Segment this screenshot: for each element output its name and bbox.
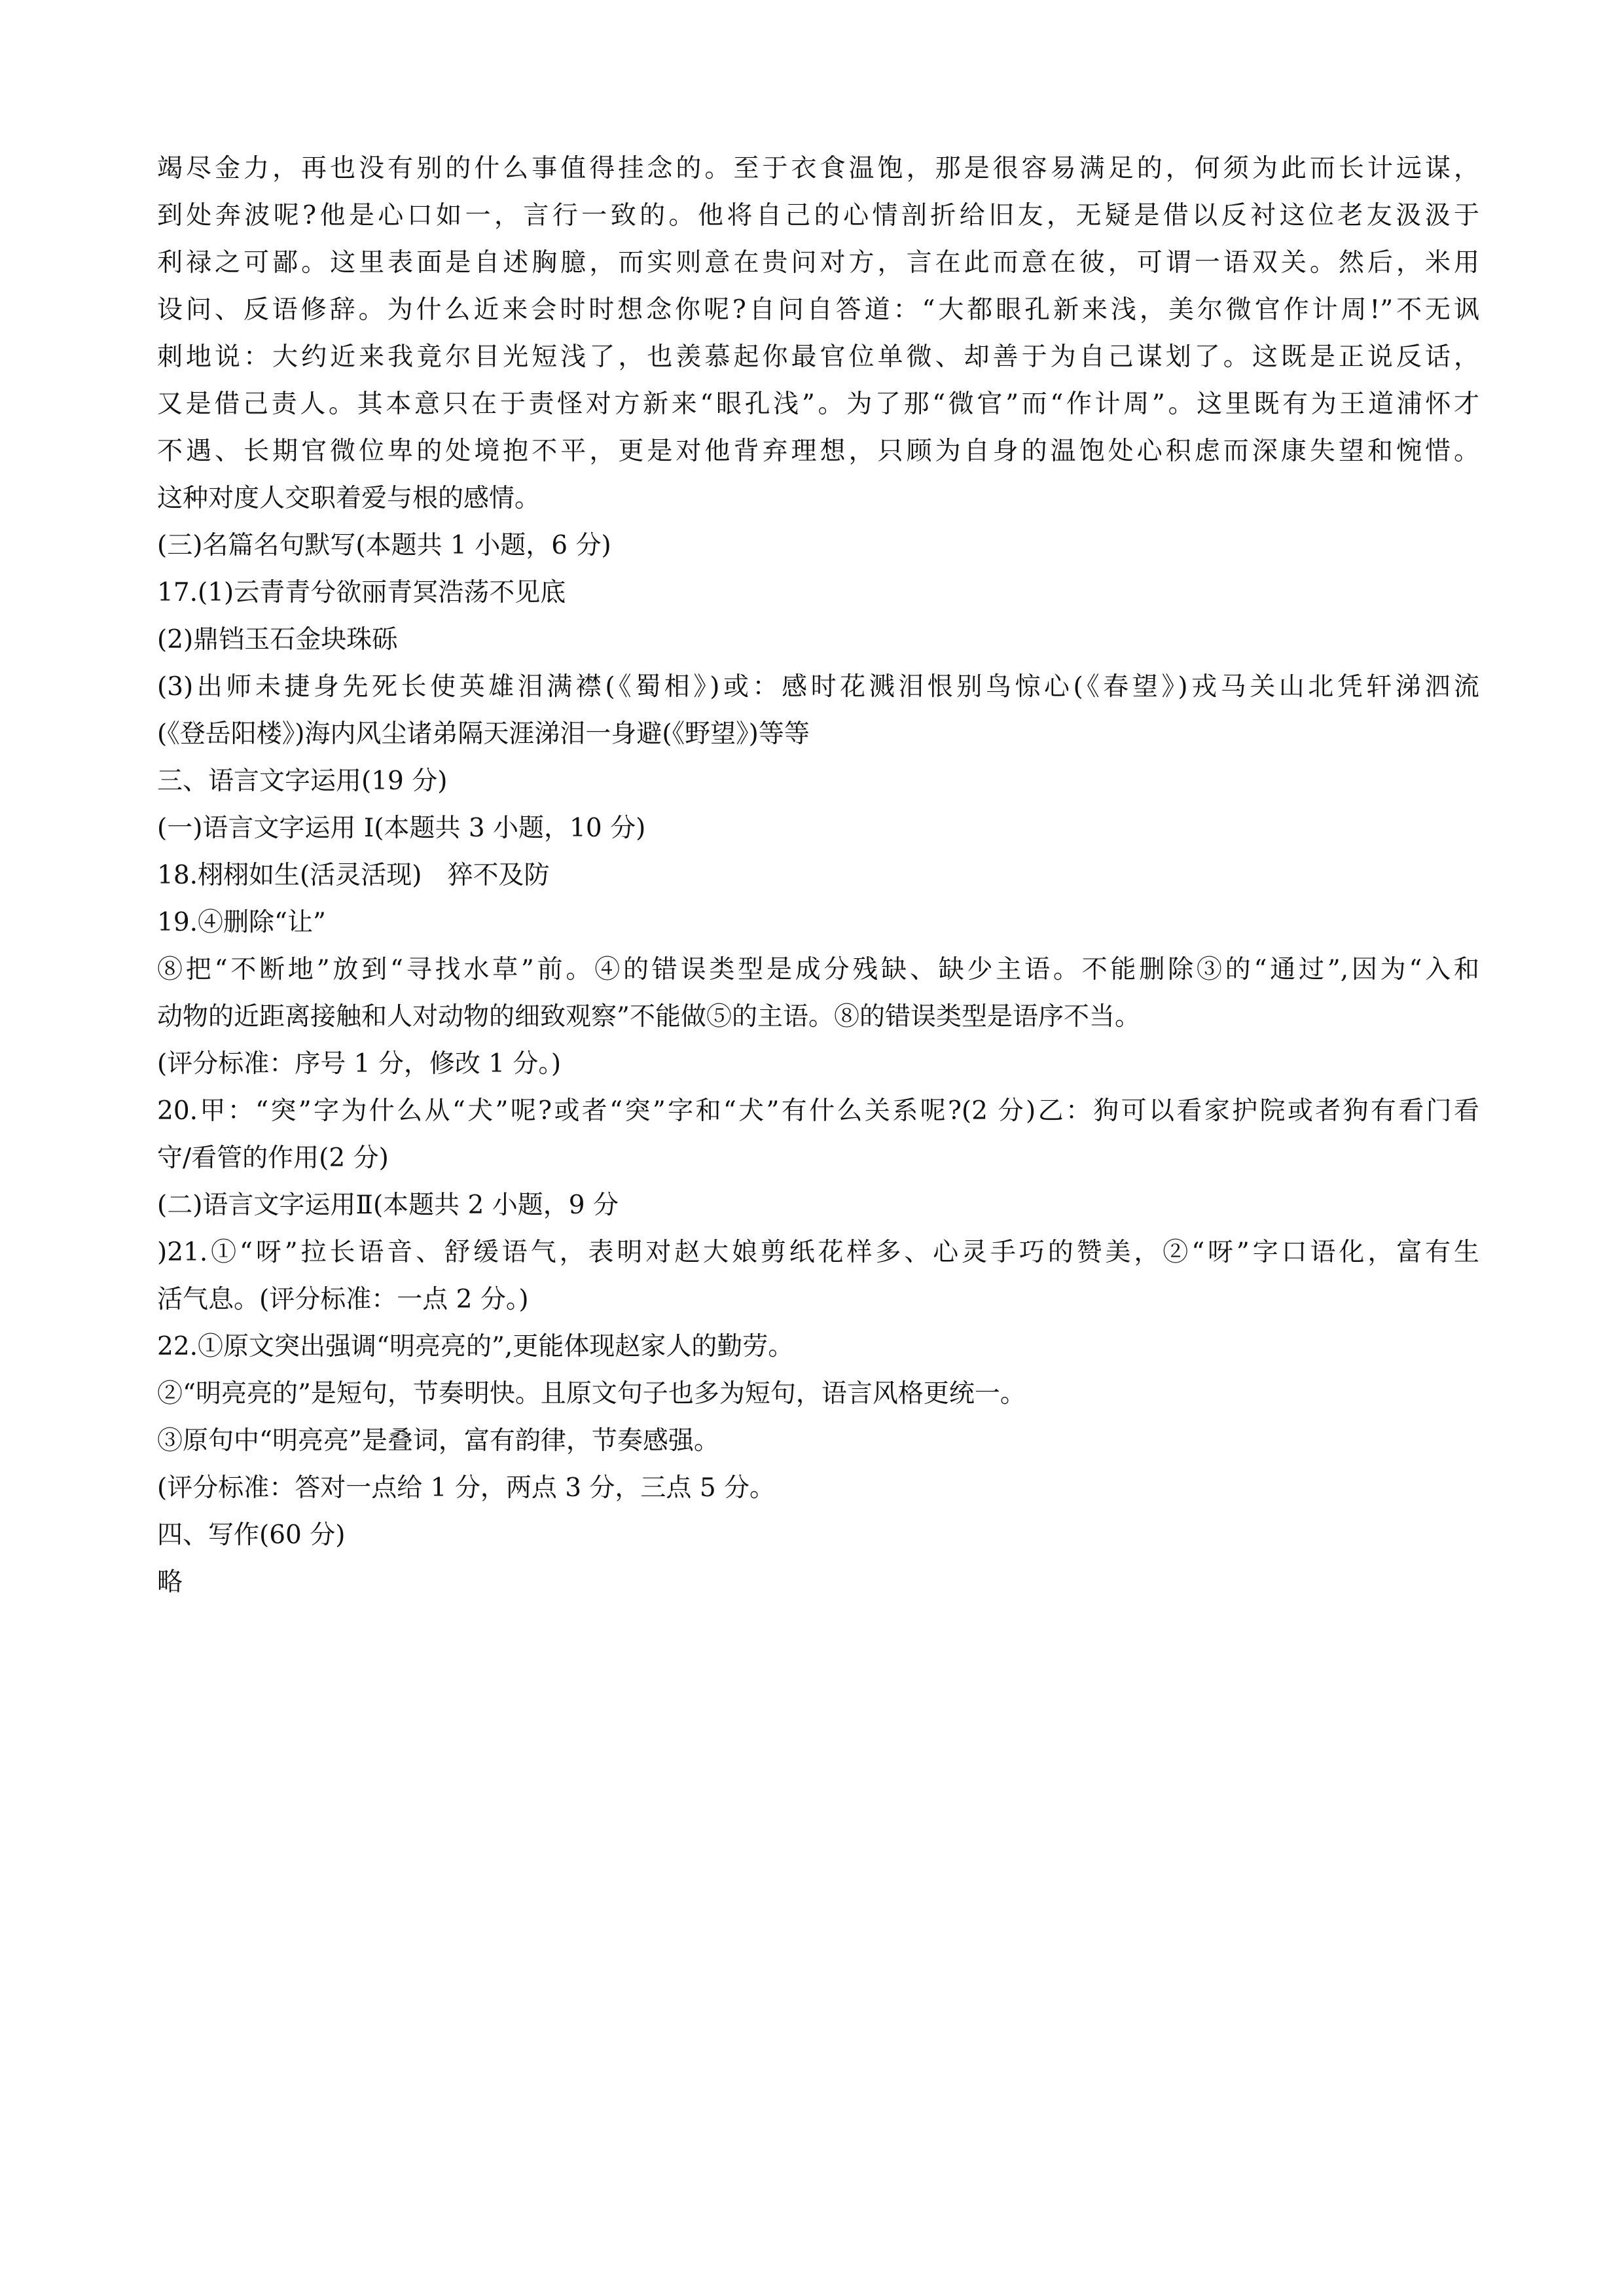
text-line: 这种对度人交职着爱与根的感情。	[157, 484, 541, 513]
text-line: 又是借己责人。其本意只在于责怪对方新来“眼孔浅”。为了那“微官”而“作计周”。这里既有为王道浦怀才	[157, 389, 1479, 419]
text-line: 竭尽金力，再也没有别的什么事值得挂念的。至于衣食温饱，那是很容易满足的，何须为此而长计远谋，	[157, 154, 1479, 183]
answer-line: 17.(1)云青青兮欲丽青冥浩荡不见底	[157, 578, 566, 607]
answer-line: 19.④删除“让”	[157, 908, 326, 937]
section-heading: 三、语言文字运用(19 分)	[157, 766, 448, 796]
scoring-note: (评分标准：答对一点给 1 分，两点 3 分，三点 5 分。	[157, 1473, 776, 1503]
answer-line: ③原句中“明亮亮”是叠词，富有韵律，节奏感强。	[157, 1426, 719, 1456]
answer-line: (《登岳阳楼》)海内风尘诸弟隔天涯涕泪一身避(《野望》)等等	[157, 719, 810, 749]
section-heading: (一)语言文字运用 I(本题共 3 小题，10 分)	[157, 814, 646, 843]
text-line: 利禄之可鄙。这里表面是自述胸臆，而实则意在贵问对方，言在此而意在彼，可谓一语双关。然后，米用	[157, 248, 1479, 278]
text-line: 设问、反语修辞。为什么近来会时时想念你呢?自问自答道：“大都眼孔新来浅，美尔微官作计周!”不无讽	[157, 295, 1479, 325]
answer-line: 22.①原文突出强调“明亮亮的”,更能体现赵家人的勤劳。	[157, 1332, 794, 1361]
answer-line: 20.甲：“突”字为什么从“犬”呢?或者“突”字和“犬”有什么关系呢?(2 分)乙：狗可以看家护院或者狗有看门看	[157, 1096, 1479, 1126]
answer-line: 18.栩栩如生(活灵活现) 猝不及防	[157, 861, 550, 890]
section-heading: 四、写作(60 分)	[157, 1520, 346, 1550]
text-line: 刺地说：大约近来我竟尔目光短浅了，也羡慕起你最官位单微、却善于为自己谋划了。这既是正说反话，	[157, 342, 1479, 372]
answer-line: )21.①“呀”拉长语音、舒缓语气，表明对赵大娘剪纸花样多、心灵手巧的赞美，②“呀”字口语化，富有生	[157, 1238, 1479, 1267]
scoring-note: (评分标准：序号 1 分，修改 1 分。)	[157, 1049, 562, 1079]
answer-key-page	[157, 145, 1479, 1606]
answer-line: (2)鼎铛玉石金块珠砾	[157, 625, 398, 655]
answer-line: ②“明亮亮的”是短句，节奏明快。且原文句子也多为短句，语言风格更统一。	[157, 1379, 1026, 1408]
section-heading: (二)语言文字运用Ⅱ(本题共 2 小题，9 分	[157, 1191, 619, 1220]
answer-line: ⑧把“不断地”放到“寻找水草”前。④的错误类型是成分残缺、缺少主语。不能删除③的“通过”,因为“入和	[157, 955, 1479, 984]
text-line: 到处奔波呢?他是心口如一，言行一致的。他将自己的心情剖折给旧友，无疑是借以反衬这位老友汲汲于	[157, 201, 1479, 230]
answer-line: 动物的近距离接触和人对动物的细致观察”不能做⑤的主语。⑧的错误类型是语序不当。	[157, 1002, 1140, 1031]
text-line: 不遇、长期官微位卑的处境抱不平，更是对他背弃理想，只顾为自身的温饱处心积虑而深康失望和惋惜。	[157, 437, 1479, 466]
answer-line: 略	[157, 1568, 183, 1597]
answer-line: 活气息。(评分标准：一点 2 分。)	[157, 1285, 529, 1314]
answer-line: (3)出师未捷身先死长使英雄泪满襟(《蜀相》)或：感时花溅泪恨别鸟惊心(《春望》)戎马关山北凭轩涕泗流	[157, 672, 1479, 702]
answer-line: 守/看管的作用(2 分)	[157, 1143, 389, 1173]
section-heading: (三)名篇名句默写(本题共 1 小题，6 分)	[157, 531, 611, 560]
